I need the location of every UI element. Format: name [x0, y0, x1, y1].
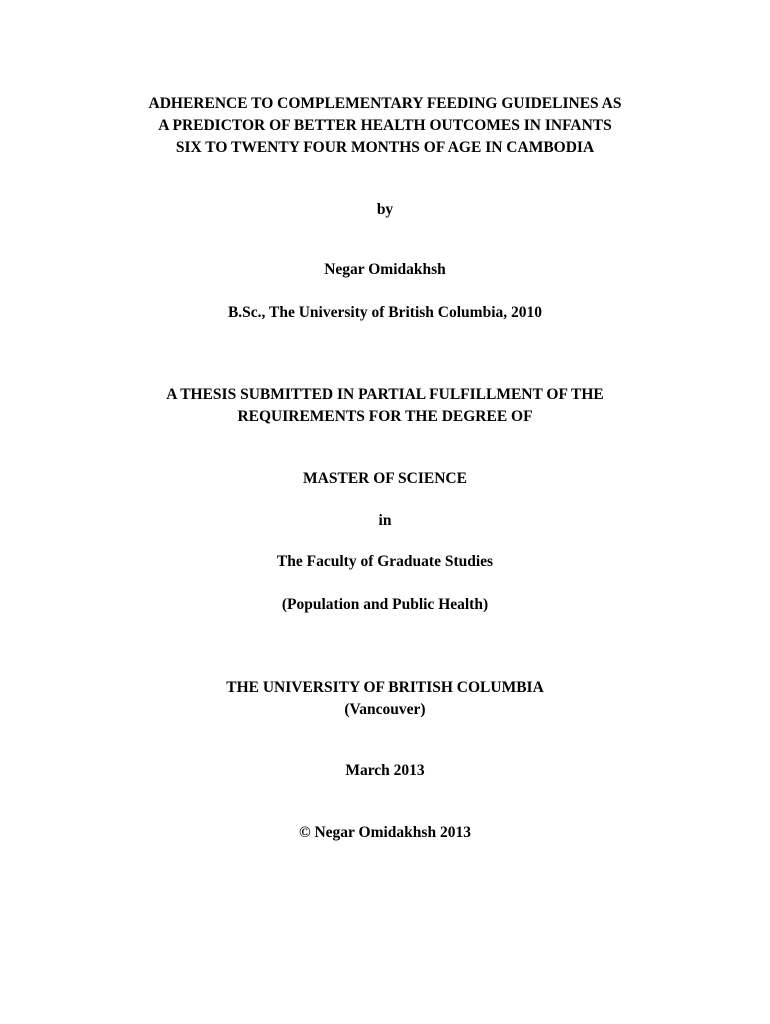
thesis-statement-line-2: REQUIREMENTS FOR THE DEGREE OF	[237, 408, 533, 425]
thesis-title-line-3: SIX TO TWENTY FOUR MONTHS OF AGE IN CAMBODIA	[175, 139, 595, 156]
by-label: by	[376, 201, 394, 218]
thesis-statement	[0, 384, 770, 428]
degree-name: MASTER OF SCIENCE	[303, 470, 467, 487]
in-label: in	[378, 512, 392, 529]
submission-date: March 2013	[345, 762, 425, 779]
thesis-title	[0, 93, 770, 159]
campus-name: (Vancouver)	[344, 701, 426, 718]
faculty-name: The Faculty of Graduate Studies	[276, 553, 494, 570]
prior-degree: B.Sc., The University of British Columbia, 2010	[227, 304, 543, 321]
program-name: (Population and Public Health)	[281, 596, 489, 613]
copyright-notice: © Negar Omidakhsh 2013	[299, 824, 471, 841]
thesis-statement-line-1: A THESIS SUBMITTED IN PARTIAL FULFILLMENT OF THE	[166, 386, 604, 403]
university-name: THE UNIVERSITY OF BRITISH COLUMBIA	[226, 679, 544, 696]
thesis-title-line-2: A PREDICTOR OF BETTER HEALTH OUTCOMES IN INFANTS	[158, 117, 612, 134]
thesis-title-line-1: ADHERENCE TO COMPLEMENTARY FEEDING GUIDELINES AS	[148, 95, 622, 112]
author-name: Negar Omidakhsh	[324, 261, 446, 278]
